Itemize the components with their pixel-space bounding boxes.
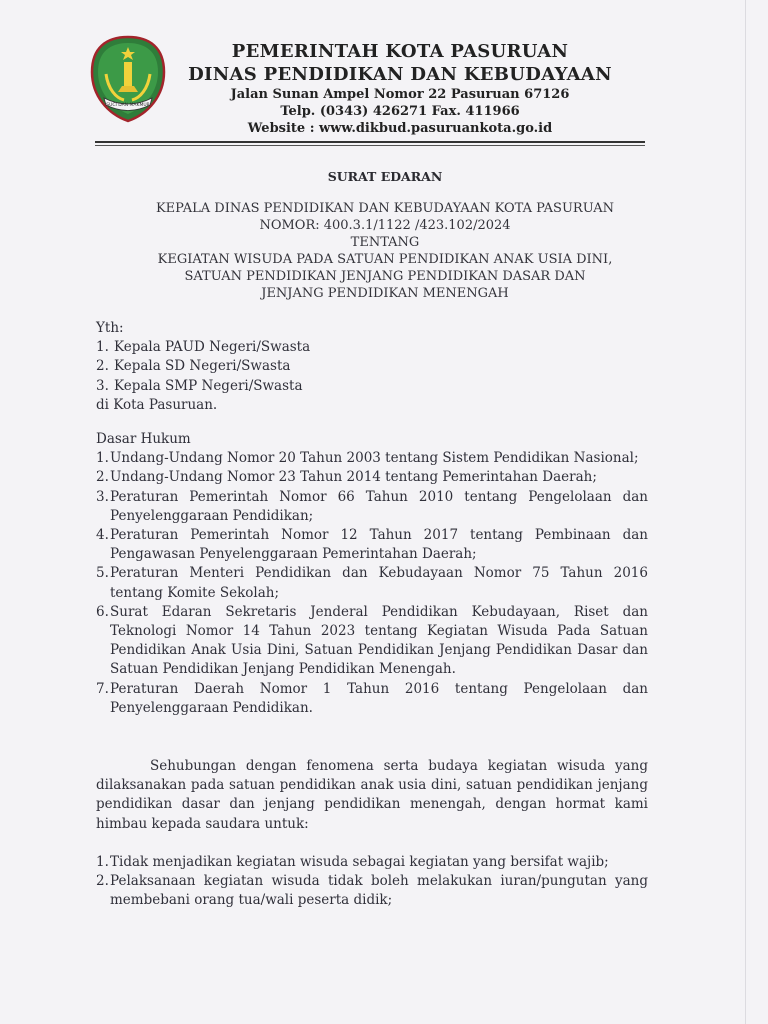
page-edge — [745, 0, 746, 1024]
logo-motto-text: SUCI DAN MAKMUR — [106, 103, 150, 108]
body-paragraph: Sehubungan dengan fenomena serta budaya kegiatan wisuda yang dilaksanakan pada satuan pendidikan anak usia dini, satuan pendidikan jenjang pendidikan dasar dan jenjang pendidikan menengah, dengan hormat kami himbau kepada saudara untuk: — [96, 758, 648, 832]
heading-line: JENJANG PENDIDIKAN MENENGAH — [261, 286, 509, 301]
heading-line: KEPALA DINAS PENDIDIKAN DAN KEBUDAYAAN KOTA PASURUAN — [155, 201, 615, 216]
agency-phone: Telp. (0343) 426271 Fax. 411966 — [280, 104, 520, 119]
agency-name: DINAS PENDIDIKAN DAN KEBUDAYAAN — [188, 64, 612, 85]
heading-line: NOMOR: 400.3.1/1122 /423.102/2024 — [259, 218, 511, 233]
list-item: 3. Peraturan Pemerintah Nomor 66 Tahun 2010 tentang Pengelolaan dan Penyelenggaraan Pendidikan; — [96, 488, 648, 524]
list-item: 1. Kepala PAUD Negeri/Swasta — [96, 339, 311, 356]
heading-line: TENTANG — [350, 235, 420, 250]
recipients-block — [96, 319, 648, 415]
list-item: 2. Kepala SD Negeri/Swasta — [96, 358, 291, 375]
government-name: PEMERINTAH KOTA PASURUAN — [231, 41, 569, 62]
city-emblem-logo — [88, 34, 168, 124]
legal-basis-block — [96, 430, 648, 718]
list-item: 1. Tidak menjadikan kegiatan wisuda sebagai kegiatan yang bersifat wajib; — [96, 854, 609, 870]
list-item: 7. Peraturan Daerah Nomor 1 Tahun 2016 tentang Pengelolaan dan Penyelenggaraan Pendidikan. — [96, 680, 648, 716]
letterhead-rule-thin — [95, 145, 645, 146]
list-item: 1. Undang-Undang Nomor 20 Tahun 2003 tentang Sistem Pendidikan Nasional; — [96, 450, 639, 467]
letterhead-rule-thick — [95, 141, 645, 143]
list-item: 6. Surat Edaran Sekretaris Jenderal Pendidikan Kebudayaan, Riset dan Teknologi Nomor 14 Tahun 2023 tentang Kegiatan Wisuda Pada Satuan Pendidikan Anak Usia Dini, Satuan Pendidikan Jenjang Pendidikan Dasar dan Satuan Pendidikan Jenjang Pendidikan Menengah. — [96, 603, 648, 678]
list-item: 2. Pelaksanaan kegiatan wisuda tidak boleh melakukan iuran/pungutan yang membebani orang tua/wali peserta didik; — [96, 873, 648, 909]
agency-address: Jalan Sunan Ampel Nomor 22 Pasuruan 67126 — [230, 87, 570, 102]
legal-basis-heading: Dasar Hukum — [96, 431, 191, 447]
list-item: 5. Peraturan Menteri Pendidikan dan Kebudayaan Nomor 75 Tahun 2016 tentang Komite Sekolah; — [96, 565, 648, 601]
recipients-place: di Kota Pasuruan. — [96, 396, 218, 413]
heading-line: KEGIATAN WISUDA PADA SATUAN PENDIDIKAN ANAK USIA DINI, — [157, 252, 613, 267]
document-heading — [90, 200, 680, 302]
letterhead — [170, 40, 630, 137]
list-item: 4. Peraturan Pemerintah Nomor 12 Tahun 2017 tentang Pembinaan dan Pengawasan Penyelenggaraan Pemerintahan Daerah; — [96, 527, 648, 563]
instructions-block — [96, 853, 648, 911]
recipients-intro: Yth: — [96, 320, 124, 336]
document-title: SURAT EDARAN — [327, 169, 443, 184]
heading-line: SATUAN PENDIDIKAN JENJANG PENDIDIKAN DASAR DAN — [184, 269, 586, 284]
agency-website: Website : www.dikbud.pasuruankota.go.id — [247, 121, 553, 136]
list-item: 2. Undang-Undang Nomor 23 Tahun 2014 tentang Pemerintahan Daerah; — [96, 469, 597, 486]
list-item: 3. Kepala SMP Negeri/Swasta — [96, 377, 303, 394]
